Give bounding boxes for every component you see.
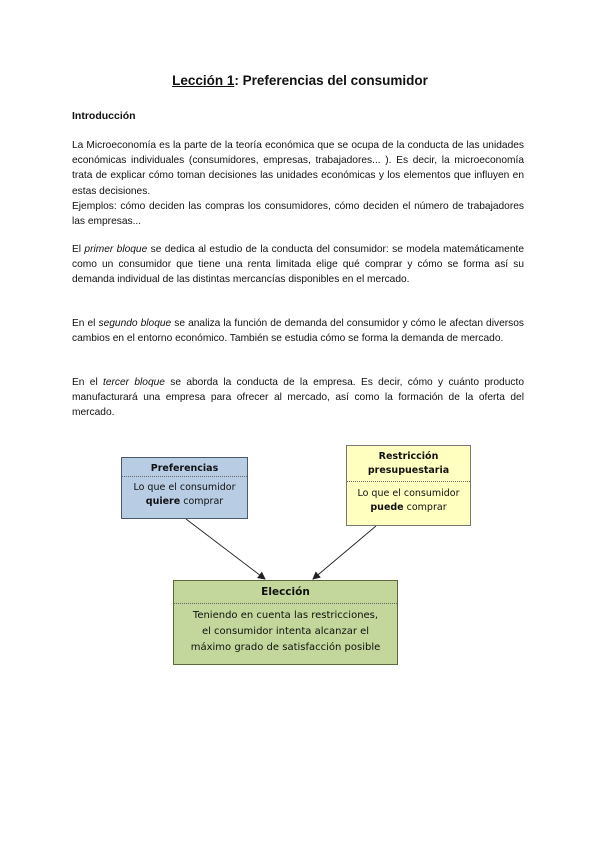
title-line: presupuestaria (367, 465, 450, 476)
paragraph-tercer-bloque (72, 375, 524, 421)
text-run: comprar (403, 502, 447, 513)
emphasis-text: primer bloque (84, 244, 148, 255)
section-heading-introduccion: Introducción (72, 110, 136, 122)
paragraph-primer-bloque (72, 242, 524, 288)
box-line (347, 501, 470, 515)
text-run: El (72, 244, 85, 255)
paragraph-segundo-bloque (72, 316, 524, 346)
page-title (0, 73, 600, 88)
lesson-number: Lección 1 (172, 73, 235, 88)
paragraph-line: La Microeconomía es la parte de la teoría económica que se ocupa de la conducta de las unidades económicas individuales (consumidores, empresas, trabajadores... ). Es decir, la microeconomía trata de explicar cómo toman decisiones las unidades económicas y los elementos que influyen en estas decisiones. (72, 140, 524, 197)
bold-word: quiere (145, 496, 181, 507)
restriccion-title (347, 446, 470, 481)
restriccion-presupuestaria-box (346, 445, 471, 526)
text-run: se dedica al estudio de la conducta del consumidor: se modela matemáticamente como un consumidor que tiene una renta limitada elige qué comprar y cómo se forma así su demanda individual de las distintas mercancías disponibles en el mercado. (72, 244, 524, 286)
text-run: En el (72, 377, 104, 388)
box-line: máximo grado de satisfacción posible (190, 642, 381, 653)
eleccion-title: Elección (261, 586, 310, 598)
title-line: Restricción (378, 451, 439, 462)
lesson-title: : Preferencias del consumidor (234, 73, 428, 88)
emphasis-text: segundo bloque (98, 318, 172, 329)
paragraph-introduccion (72, 138, 524, 229)
emphasis-text: tercer bloque (103, 377, 165, 388)
box-line: Teniendo en cuenta las restricciones, (192, 610, 379, 621)
eleccion-box (173, 580, 398, 665)
box-line (122, 495, 247, 509)
text-run: se analiza la función de demanda del consumidor y cómo le afectan diversos cambios en el entorno económico. También se estudia cómo se forma la demanda de mercado. (72, 318, 524, 345)
text-run: En el (72, 318, 99, 329)
arrow-restriccion-to-eleccion (313, 526, 376, 579)
preferencias-text (122, 477, 247, 509)
preferencias-box (121, 457, 248, 519)
bold-word: puede (370, 502, 404, 513)
text-run: comprar (180, 496, 224, 507)
box-line: el consumidor intenta alcanzar el (201, 626, 370, 637)
box-line: Lo que el consumidor (357, 488, 460, 499)
preferencias-title: Preferencias (150, 463, 219, 474)
text-run: se aborda la conducta de la empresa. Es decir, cómo y cuánto producto manufacturará una empresa para ofrecer al mercado, así como la formación de la oferta del mercado. (72, 377, 524, 419)
eleccion-text (174, 604, 397, 656)
restriccion-text (347, 482, 470, 515)
arrow-preferencias-to-eleccion (186, 519, 265, 579)
paragraph-line: Ejemplos: cómo deciden las compras los consumidores, cómo deciden el número de trabajadores las empresas... (72, 200, 524, 228)
box-line: Lo que el consumidor (133, 482, 236, 493)
